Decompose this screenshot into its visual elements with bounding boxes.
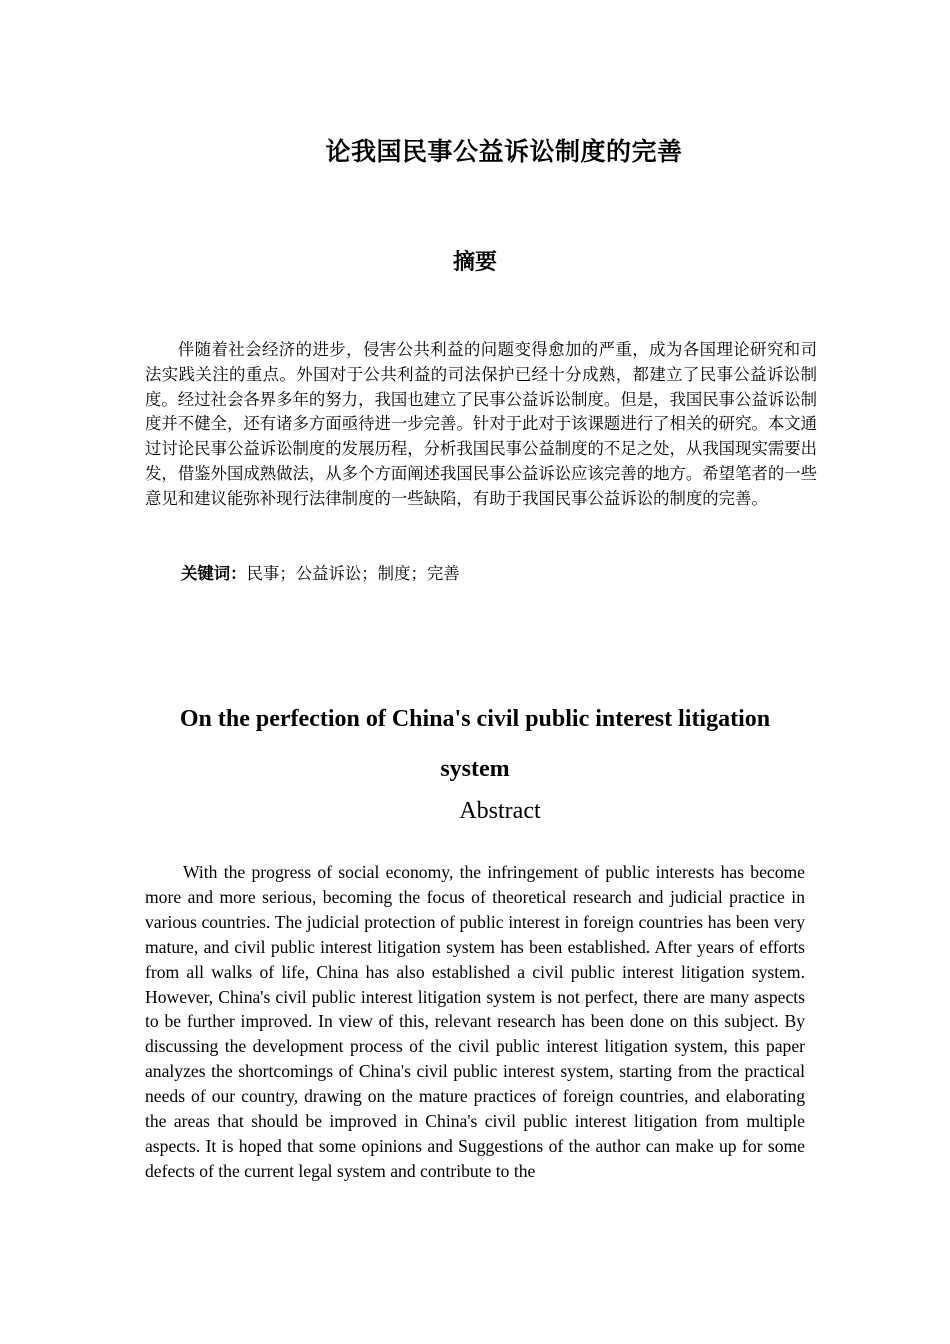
english-abstract-body: With the progress of social economy, the infringement of public interests has become more and more serious, becoming the focus of theoretical research and judicial practice in various countries. The judicial protection of public interest in foreign countries has been very mature, and civil public interest litigation system has been established. After years of efforts from all walks of life, China has also established a civil public interest litigation system. However, China's civil public interest litigation system is not perfect, there are many aspects to be further improved. In view of this, relevant research has been done on this subject. By discussing the development process of the civil public interest litigation system, this paper analyzes the shortcomings of China's civil public interest system, starting from the practical needs of our country, drawing on the mature practices of foreign countries, and elaborating the areas that should be improved in China's civil public interest litigation from multiple aspects. It is hoped that some opinions and Suggestions of the author can make up for some defects of the current legal system and contribute to the [145, 862, 805, 1181]
chinese-abstract-body: 伴随着社会经济的进步，侵害公共利益的问题变得愈加的严重，成为各国理论研究和司法实践关注的重点。外国对于公共利益的司法保护已经十分成熟，都建立了民事公益诉讼制度。经过社会各界多年的努力，我国也建立了民事公益诉讼制度。但是，我国民事公益诉讼制度并不健全，还有诸多方面亟待进一步完善。针对于此对于该课题进行了相关的研究。本文通过讨论民事公益诉讼制度的发展历程，分析我国民事公益制度的不足之处，从我国现实需要出发，借鉴外国成熟做法，从多个方面阐述我国民事公益诉讼应该完善的地方。希望笔者的一些意见和建议能弥补现行法律制度的一些缺陷，有助于我国民事公益诉讼的制度的完善。 [145, 340, 818, 508]
english-title: On the perfection of China's civil public interest litigation system [179, 706, 771, 782]
chinese-abstract-heading: 摘要 [452, 250, 497, 275]
chinese-keywords-label: 关键词： [181, 564, 247, 583]
chinese-title: 论我国民事公益诉讼制度的完善 [325, 137, 683, 166]
chinese-keywords-values: 民事；公益诉讼；制度；完善 [246, 564, 460, 583]
english-abstract-heading: Abstract [459, 798, 541, 824]
chinese-keywords-line [181, 562, 460, 586]
